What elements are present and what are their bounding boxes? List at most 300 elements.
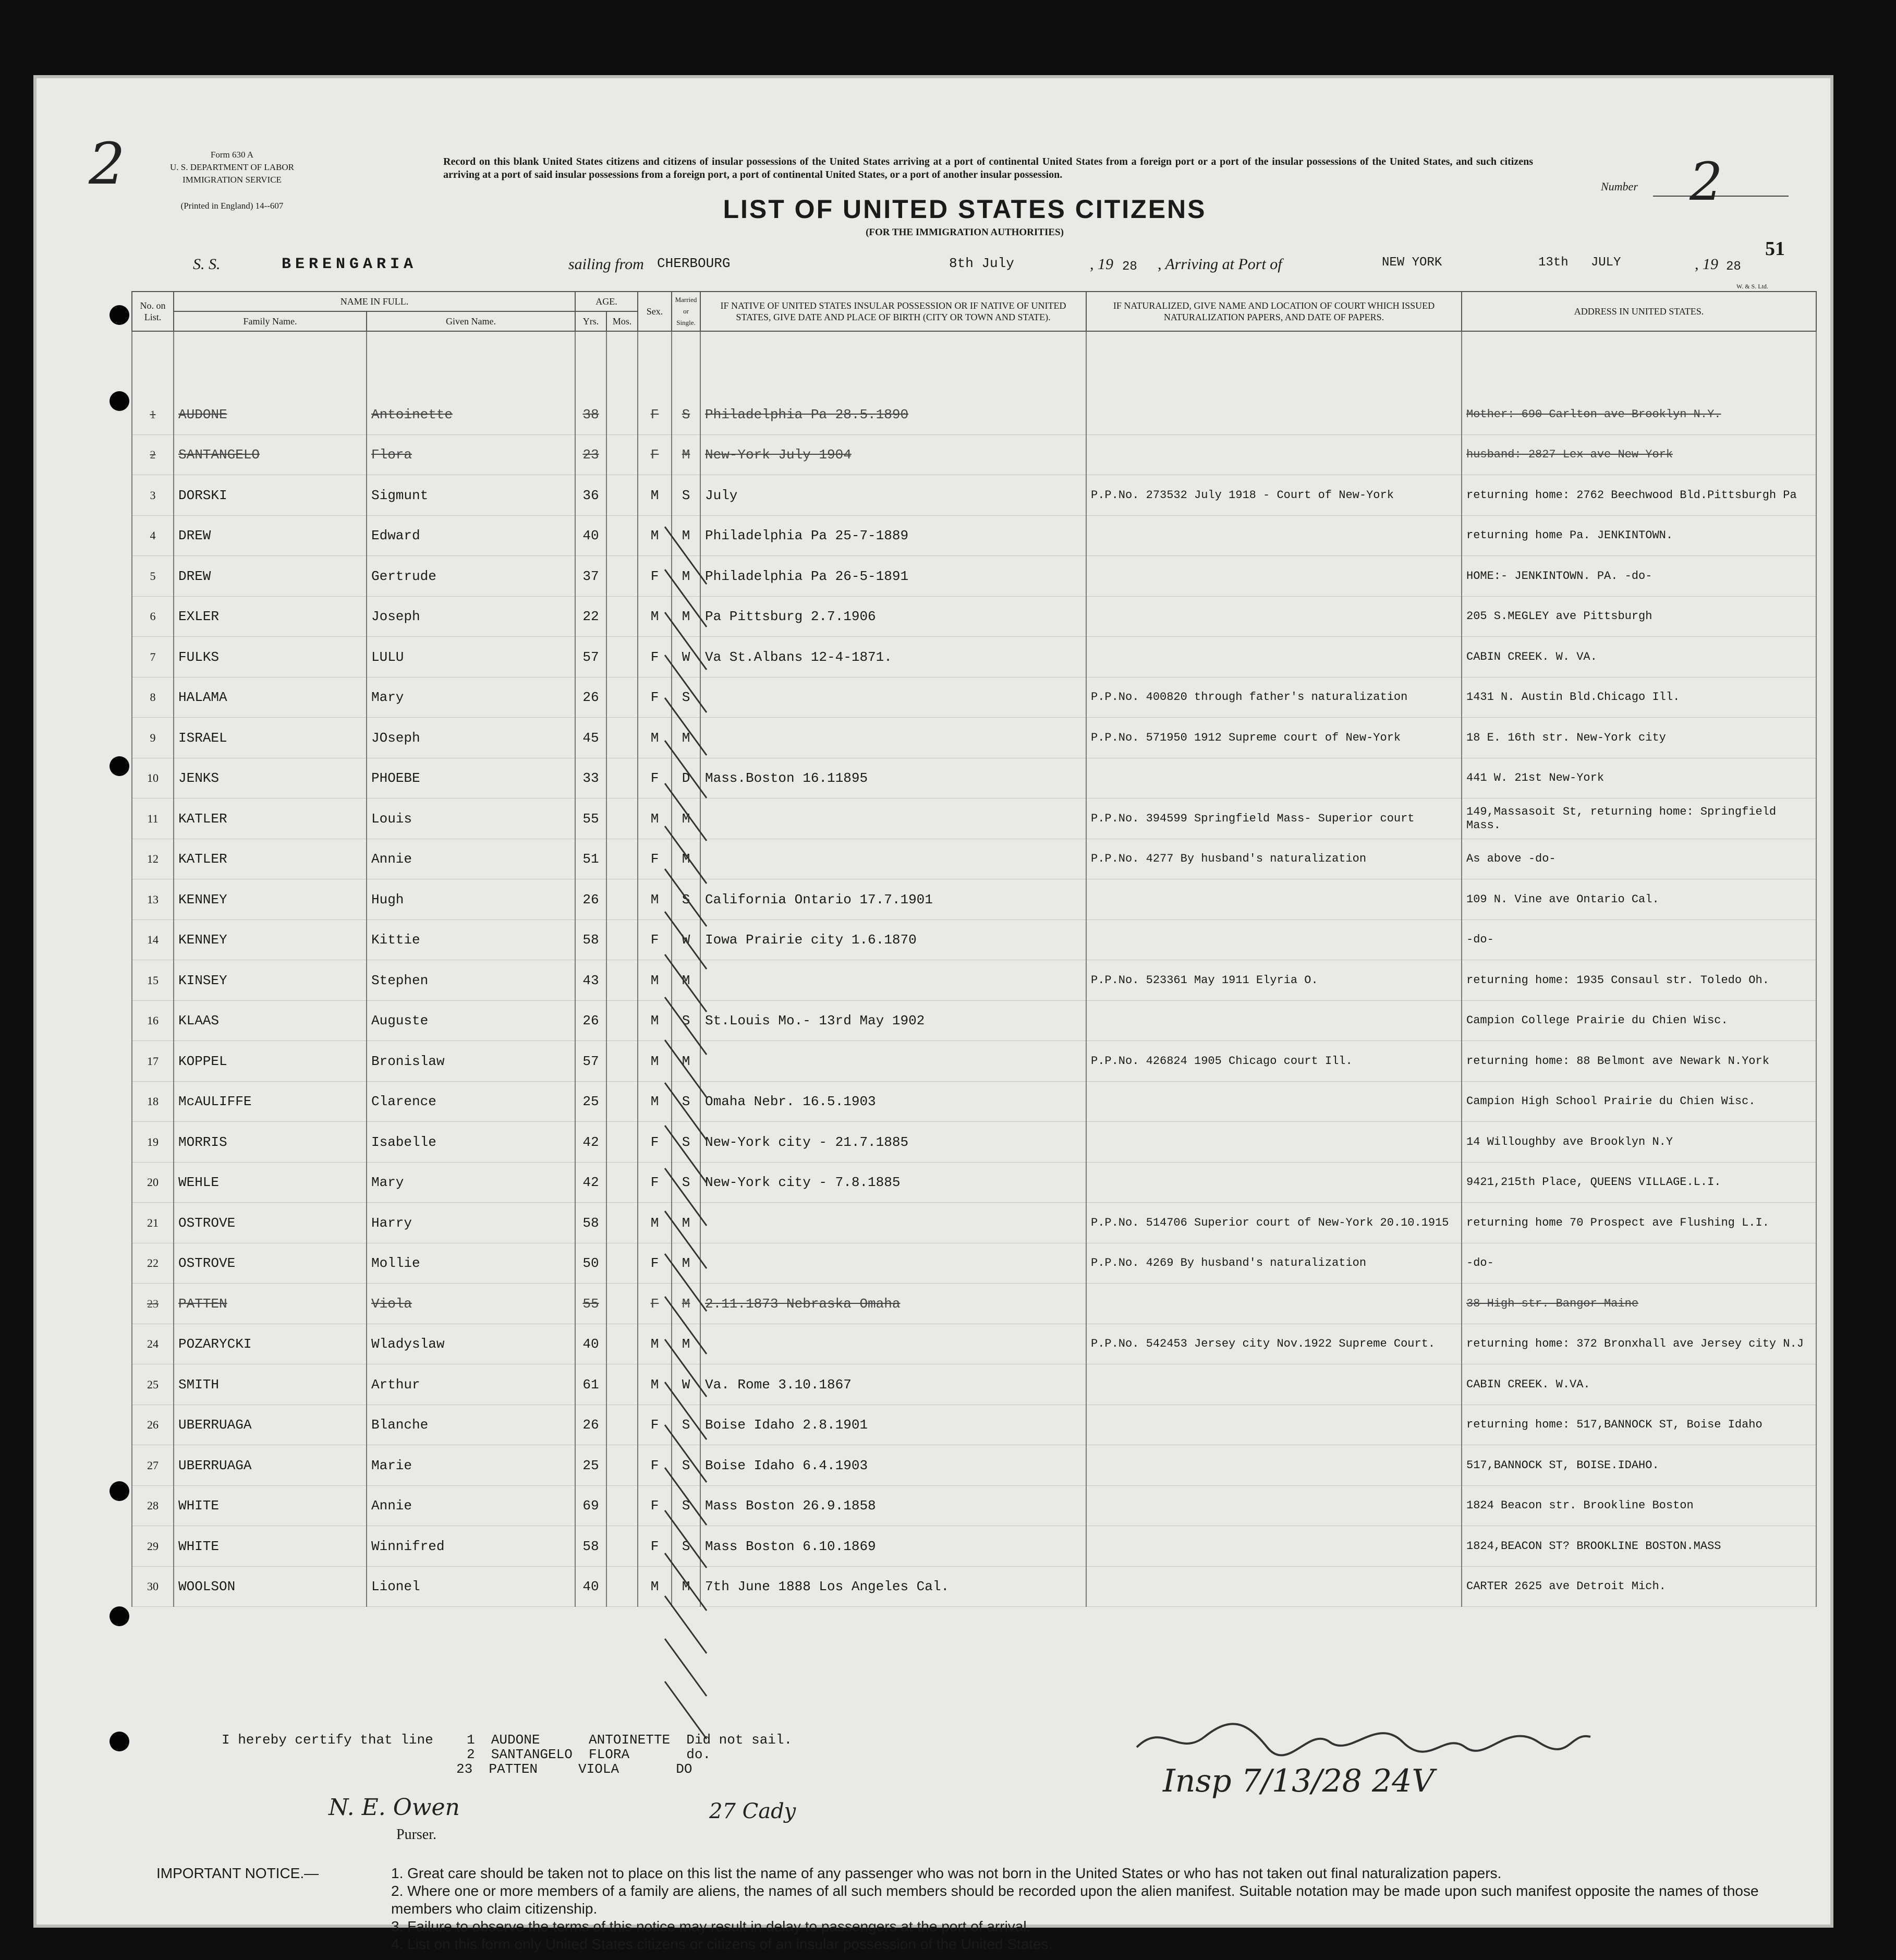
cell-mos bbox=[606, 1445, 638, 1486]
cell-given bbox=[367, 1284, 575, 1324]
cell-addr-text: returning home 70 Prospect ave Flushing L.I. bbox=[1466, 1216, 1769, 1229]
table-row bbox=[132, 960, 1816, 1001]
cell-ms-text: M bbox=[682, 568, 690, 584]
cell-family-text: KATLER bbox=[178, 810, 227, 827]
cell-birth bbox=[700, 677, 1086, 718]
cell-given bbox=[367, 516, 575, 556]
cell-family bbox=[174, 394, 367, 435]
cell-birth-text: 2.11.1873 Nebraska Omaha bbox=[705, 1296, 901, 1312]
cell-sex-text: M bbox=[650, 891, 659, 908]
cell-ms-text: M bbox=[682, 1053, 690, 1069]
cell-mos bbox=[606, 879, 638, 920]
cell-no bbox=[132, 718, 174, 758]
cell-ms bbox=[672, 435, 700, 476]
table-row bbox=[132, 1486, 1816, 1527]
cell-age bbox=[575, 960, 606, 1001]
cell-age-text: 23 bbox=[582, 447, 599, 463]
citizens-table bbox=[131, 291, 1817, 1607]
cell-sex bbox=[638, 1163, 672, 1203]
cell-ms bbox=[672, 839, 700, 880]
cell-age-text: 69 bbox=[582, 1498, 599, 1514]
cell-no bbox=[132, 1243, 174, 1284]
cell-addr-text: 517,BANNOCK ST, BOISE.IDAHO. bbox=[1466, 1458, 1659, 1472]
cell-age-text: 45 bbox=[582, 730, 599, 746]
cell-ms-text: W bbox=[682, 932, 690, 948]
cell-nat-text: P.P.No. 426824 1905 Chicago court Ill. bbox=[1091, 1054, 1353, 1068]
cell-sex-text: F bbox=[650, 447, 659, 463]
cell-sex-text: F bbox=[650, 1457, 659, 1473]
cell-addr bbox=[1462, 1203, 1816, 1243]
cell-family-text: ISRAEL bbox=[178, 730, 227, 746]
table-row bbox=[132, 879, 1816, 920]
cell-age bbox=[575, 1324, 606, 1365]
cell-no bbox=[132, 1284, 174, 1324]
cell-age-text: 42 bbox=[582, 1175, 599, 1191]
cell-given bbox=[367, 1082, 575, 1122]
cell-birth bbox=[700, 879, 1086, 920]
cell-ms bbox=[672, 1041, 700, 1082]
cell-birth bbox=[700, 718, 1086, 758]
cell-ms bbox=[672, 475, 700, 516]
cell-addr-text: -do- bbox=[1466, 1256, 1494, 1270]
cell-nat bbox=[1086, 1486, 1462, 1527]
cell-ms-text: S bbox=[682, 689, 690, 706]
cell-mos bbox=[606, 637, 638, 677]
cell-mos bbox=[606, 758, 638, 799]
cell-birth bbox=[700, 1445, 1086, 1486]
cell-nat bbox=[1086, 920, 1462, 961]
cell-addr bbox=[1462, 435, 1816, 476]
table-row bbox=[132, 1445, 1816, 1486]
cell-no-text: 24 bbox=[147, 1337, 159, 1351]
cell-nat-text: P.P.No. 4277 By husband's naturalization bbox=[1091, 852, 1367, 866]
cell-birth bbox=[700, 1284, 1086, 1324]
col-sex-header: Sex. bbox=[638, 292, 672, 331]
cell-given bbox=[367, 435, 575, 476]
cell-family bbox=[174, 1364, 367, 1405]
cell-addr bbox=[1462, 516, 1816, 556]
cell-birth-text: Omaha Nebr. 16.5.1903 bbox=[705, 1094, 876, 1110]
cell-family bbox=[174, 1405, 367, 1446]
cell-sex-text: F bbox=[650, 770, 659, 787]
cell-addr-text: 205 S.MEGLEY ave Pittsburgh bbox=[1466, 610, 1652, 623]
cell-addr bbox=[1462, 920, 1816, 961]
cell-ms-text: D bbox=[682, 770, 690, 787]
cell-sex bbox=[638, 597, 672, 637]
cell-age bbox=[575, 1284, 606, 1324]
arrive-year: 28 bbox=[1726, 260, 1741, 274]
cell-given bbox=[367, 960, 575, 1001]
cell-addr-text: HOME:- JENKINTOWN. PA. -do- bbox=[1466, 569, 1652, 583]
cell-mos bbox=[606, 1567, 638, 1607]
cell-nat bbox=[1086, 879, 1462, 920]
purser-signature: N. E. Owen bbox=[329, 1794, 460, 1821]
cell-no-text: 5 bbox=[150, 569, 156, 583]
cell-addr-text: 149,Massasoit St, returning home: Springfield Mass. bbox=[1466, 805, 1777, 832]
cell-family-text: KENNEY bbox=[178, 891, 227, 908]
cell-given-text: Hugh bbox=[371, 891, 404, 908]
cell-addr bbox=[1462, 1284, 1816, 1324]
cell-addr bbox=[1462, 879, 1816, 920]
cell-nat bbox=[1086, 556, 1462, 597]
cell-nat bbox=[1086, 1122, 1462, 1163]
cell-no bbox=[132, 960, 174, 1001]
cell-birth-text: Philadelphia Pa 28.5.1890 bbox=[705, 406, 909, 422]
cell-sex-text: F bbox=[650, 851, 659, 867]
cell-family bbox=[174, 960, 367, 1001]
cell-mos bbox=[606, 435, 638, 476]
arriving-label: , Arriving at Port of bbox=[1158, 256, 1282, 273]
cell-sex bbox=[638, 1526, 672, 1567]
cell-ms bbox=[672, 677, 700, 718]
cell-no bbox=[132, 798, 174, 839]
cell-family-text: KINSEY bbox=[178, 972, 227, 988]
cell-age-text: 51 bbox=[582, 851, 599, 867]
cell-given bbox=[367, 1445, 575, 1486]
cell-age bbox=[575, 718, 606, 758]
cell-family bbox=[174, 1001, 367, 1042]
col-name-header: NAME IN FULL. bbox=[174, 292, 575, 311]
cell-ms-text: S bbox=[682, 1538, 690, 1554]
cell-no bbox=[132, 879, 174, 920]
cell-birth bbox=[700, 1405, 1086, 1446]
cell-given-text: Annie bbox=[371, 1498, 412, 1514]
cell-no-text: 9 bbox=[150, 731, 156, 744]
col-naturalized-header: IF NATURALIZED, GIVE NAME AND LOCATION OF COURT WHICH ISSUED NATURALIZATION PAPERS, AND DATE OF PAPERS. bbox=[1086, 292, 1462, 331]
cell-no-text: 29 bbox=[147, 1539, 159, 1553]
cell-family-text: DORSKI bbox=[178, 487, 227, 503]
cell-no-text: 14 bbox=[147, 933, 159, 947]
cell-ms bbox=[672, 1364, 700, 1405]
cell-nat bbox=[1086, 718, 1462, 758]
sailing-label: sailing from bbox=[568, 256, 644, 273]
cell-age-text: 36 bbox=[582, 487, 599, 503]
cell-no-text: 17 bbox=[147, 1054, 159, 1068]
cell-birth bbox=[700, 1203, 1086, 1243]
cell-given bbox=[367, 556, 575, 597]
cell-age-text: 57 bbox=[582, 649, 599, 665]
cell-no bbox=[132, 435, 174, 476]
cell-ms-text: S bbox=[682, 1094, 690, 1110]
cell-birth-text: Philadelphia Pa 26-5-1891 bbox=[705, 568, 909, 584]
cell-birth bbox=[700, 839, 1086, 880]
cell-sex bbox=[638, 1243, 672, 1284]
cell-birth bbox=[700, 1041, 1086, 1082]
cell-mos bbox=[606, 798, 638, 839]
cell-given-text: Mary bbox=[371, 689, 404, 706]
cell-given bbox=[367, 1122, 575, 1163]
cell-age-text: 40 bbox=[582, 1336, 599, 1352]
cell-family bbox=[174, 1567, 367, 1607]
cell-sex-text: F bbox=[650, 1498, 659, 1514]
cell-no bbox=[132, 758, 174, 799]
cell-age bbox=[575, 1364, 606, 1405]
cell-birth-text: Philadelphia Pa 25-7-1889 bbox=[705, 528, 909, 544]
table-row bbox=[132, 1243, 1816, 1284]
cell-no bbox=[132, 1203, 174, 1243]
cell-no-text: 4 bbox=[150, 529, 156, 542]
cell-nat-text: P.P.No. 400820 through father's naturalization bbox=[1091, 691, 1408, 704]
cell-given bbox=[367, 1364, 575, 1405]
cell-birth bbox=[700, 435, 1086, 476]
cell-nat bbox=[1086, 394, 1462, 435]
cell-family-text: WHITE bbox=[178, 1538, 220, 1554]
cell-addr-text: Campion High School Prairie du Chien Wisc. bbox=[1466, 1095, 1756, 1108]
cell-age-text: 55 bbox=[582, 1296, 599, 1312]
cell-sex bbox=[638, 1001, 672, 1042]
cell-ms-text: M bbox=[682, 1296, 690, 1312]
cell-family bbox=[174, 516, 367, 556]
form-number: Form 630 A bbox=[210, 150, 254, 160]
table-row bbox=[132, 1082, 1816, 1122]
cell-ms bbox=[672, 879, 700, 920]
cell-ms bbox=[672, 718, 700, 758]
cell-no bbox=[132, 394, 174, 435]
cell-birth-text: California Ontario 17.7.1901 bbox=[705, 891, 933, 908]
cell-addr bbox=[1462, 758, 1816, 799]
cell-sex-text: M bbox=[650, 810, 659, 827]
cell-ms-text: W bbox=[682, 1376, 690, 1393]
cell-sex-text: M bbox=[650, 487, 659, 503]
cell-ms bbox=[672, 1163, 700, 1203]
cell-addr-text: 38 High str. Bangor Maine bbox=[1466, 1297, 1639, 1310]
cell-birth bbox=[700, 637, 1086, 677]
cell-given bbox=[367, 475, 575, 516]
cell-ms bbox=[672, 920, 700, 961]
cell-addr bbox=[1462, 1324, 1816, 1365]
cell-nat bbox=[1086, 758, 1462, 799]
cell-given bbox=[367, 1163, 575, 1203]
cell-given bbox=[367, 758, 575, 799]
cell-no bbox=[132, 920, 174, 961]
notice-item: 4. List on this form only United States citizens or citizens of an insular possession of the United States. bbox=[391, 1936, 1053, 1952]
cell-age bbox=[575, 394, 606, 435]
cell-age bbox=[575, 1243, 606, 1284]
table-row bbox=[132, 597, 1816, 637]
cell-nat-text: P.P.No. 514706 Superior court of New-York 20.10.1915 bbox=[1091, 1216, 1449, 1229]
cell-sex bbox=[638, 1041, 672, 1082]
cell-nat bbox=[1086, 1445, 1462, 1486]
cell-nat bbox=[1086, 1041, 1462, 1082]
cell-nat bbox=[1086, 637, 1462, 677]
cell-birth bbox=[700, 1526, 1086, 1567]
table-row bbox=[132, 1203, 1816, 1243]
cell-no bbox=[132, 1445, 174, 1486]
cell-sex bbox=[638, 435, 672, 476]
cell-family bbox=[174, 1122, 367, 1163]
page-subtitle: (FOR THE IMMIGRATION AUTHORITIES) bbox=[866, 227, 1064, 238]
certify-lead: I hereby certify that line bbox=[222, 1732, 433, 1748]
cell-mos bbox=[606, 1001, 638, 1042]
cell-sex bbox=[638, 1203, 672, 1243]
cell-family-text: DREW bbox=[178, 528, 211, 544]
cell-age bbox=[575, 637, 606, 677]
cell-sex-text: F bbox=[650, 689, 659, 706]
cell-sex-text: F bbox=[650, 406, 659, 422]
cell-ms bbox=[672, 1567, 700, 1607]
cell-sex-text: F bbox=[650, 1175, 659, 1191]
cell-sex-text: M bbox=[650, 1579, 659, 1595]
depart-day: 8th July bbox=[949, 256, 1014, 271]
cell-birth-text: Boise Idaho 2.8.1901 bbox=[705, 1417, 868, 1433]
cell-given-text: Antoinette bbox=[371, 406, 453, 422]
cell-addr-text: returning home: 517,BANNOCK ST, Boise Idaho bbox=[1466, 1418, 1763, 1432]
cell-ms-text: S bbox=[682, 487, 690, 503]
cell-addr bbox=[1462, 637, 1816, 677]
cell-no-text: 23 bbox=[147, 1297, 159, 1310]
table-row bbox=[132, 1041, 1816, 1082]
cell-age-text: 61 bbox=[582, 1376, 599, 1393]
cell-no-text: 30 bbox=[147, 1580, 159, 1593]
cell-addr bbox=[1462, 1001, 1816, 1042]
cell-age-text: 33 bbox=[582, 770, 599, 787]
cell-mos bbox=[606, 920, 638, 961]
cell-family-text: MORRIS bbox=[178, 1134, 227, 1150]
cell-birth-text: St.Louis Mo.- 13rd May 1902 bbox=[705, 1013, 925, 1029]
cell-given-text: Lionel bbox=[371, 1579, 420, 1595]
cell-ms bbox=[672, 1001, 700, 1042]
page-title: LIST OF UNITED STATES CITIZENS bbox=[723, 195, 1207, 224]
cell-sex-text: M bbox=[650, 1215, 659, 1231]
cell-birth-text: Va St.Albans 12-4-1871. bbox=[705, 649, 892, 665]
cell-birth-text: New-York city - 21.7.1885 bbox=[705, 1134, 909, 1150]
cell-age-text: 37 bbox=[582, 568, 599, 584]
cell-addr bbox=[1462, 556, 1816, 597]
cell-sex-text: M bbox=[650, 609, 659, 625]
table-row bbox=[132, 1284, 1816, 1324]
cell-birth-text: 7th June 1888 Los Angeles Cal. bbox=[705, 1579, 950, 1595]
initials-note: 27 Cady bbox=[709, 1799, 796, 1823]
cell-no bbox=[132, 1163, 174, 1203]
cell-given bbox=[367, 1001, 575, 1042]
cell-family bbox=[174, 475, 367, 516]
cell-family-text: OSTROVE bbox=[178, 1255, 236, 1272]
table-row bbox=[132, 1567, 1816, 1607]
cell-family-text: KENNEY bbox=[178, 932, 227, 948]
punch-hole bbox=[110, 756, 129, 776]
cell-ms-text: M bbox=[682, 609, 690, 625]
cell-addr bbox=[1462, 1364, 1816, 1405]
cell-no bbox=[132, 1082, 174, 1122]
cell-nat bbox=[1086, 839, 1462, 880]
cell-mos bbox=[606, 1163, 638, 1203]
cell-birth bbox=[700, 597, 1086, 637]
cell-nat bbox=[1086, 475, 1462, 516]
cell-no-text: 7 bbox=[150, 650, 156, 663]
cell-given-text: Stephen bbox=[371, 972, 429, 988]
cell-family bbox=[174, 798, 367, 839]
cell-sex-text: M bbox=[650, 972, 659, 988]
cell-birth bbox=[700, 960, 1086, 1001]
cell-given bbox=[367, 637, 575, 677]
col-mos-header: Mos. bbox=[606, 311, 638, 331]
cell-family-text: KATLER bbox=[178, 851, 227, 867]
cell-ms-text: M bbox=[682, 1215, 690, 1231]
cell-ms bbox=[672, 1243, 700, 1284]
col-address-header: ADDRESS IN UNITED STATES. bbox=[1462, 292, 1816, 331]
cell-birth bbox=[700, 1364, 1086, 1405]
table-row bbox=[132, 556, 1816, 597]
cell-no-text: 2 bbox=[150, 448, 156, 462]
cell-sex-text: F bbox=[650, 932, 659, 948]
cell-ms-text: S bbox=[682, 891, 690, 908]
cell-birth-text: Mass Boston 6.10.1869 bbox=[705, 1538, 876, 1554]
cell-age-text: 43 bbox=[582, 972, 599, 988]
cell-birth bbox=[700, 1163, 1086, 1203]
cell-age bbox=[575, 1526, 606, 1567]
cell-birth bbox=[700, 920, 1086, 961]
cell-no bbox=[132, 1324, 174, 1365]
cell-given-text: Arthur bbox=[371, 1376, 420, 1393]
cell-no-text: 6 bbox=[150, 610, 156, 623]
cell-family bbox=[174, 1041, 367, 1082]
cell-addr bbox=[1462, 475, 1816, 516]
cell-ms bbox=[672, 556, 700, 597]
record-instructions: Record on this blank United States citizens and citizens of insular possessions of the United States arriving at a port of continental United States from a foreign port or a port of the insular possessions of the United States, and such citizens arriving at a port of said insular possessions from a foreign port, a port of continental United States, or a port of another insular possession. bbox=[443, 156, 1533, 180]
cell-ms-text: S bbox=[682, 1013, 690, 1029]
col-age-header: AGE. bbox=[575, 292, 638, 311]
manifest-page bbox=[37, 78, 1830, 1952]
cell-nat bbox=[1086, 798, 1462, 839]
cell-family bbox=[174, 1082, 367, 1122]
col-yrs-header: Yrs. bbox=[575, 311, 606, 331]
cell-addr bbox=[1462, 1445, 1816, 1486]
cell-ms-text: M bbox=[682, 810, 690, 827]
cell-nat bbox=[1086, 1405, 1462, 1446]
cell-ms bbox=[672, 960, 700, 1001]
cell-sex bbox=[638, 1324, 672, 1365]
cell-family-text: McAULIFFE bbox=[178, 1094, 252, 1110]
notice-label: IMPORTANT NOTICE.— bbox=[156, 1865, 319, 1881]
cell-ms-text: M bbox=[682, 851, 690, 867]
cell-age-text: 58 bbox=[582, 1215, 599, 1231]
cell-mos bbox=[606, 1041, 638, 1082]
cell-addr-text: 14 Willoughby ave Brooklyn N.Y bbox=[1466, 1135, 1673, 1148]
cell-age-text: 40 bbox=[582, 1579, 599, 1595]
cell-no bbox=[132, 1567, 174, 1607]
table-row bbox=[132, 1001, 1816, 1042]
cell-birth-text: Mass Boston 26.9.1858 bbox=[705, 1498, 876, 1514]
cell-ms bbox=[672, 597, 700, 637]
cell-family-text: KLAAS bbox=[178, 1013, 220, 1029]
punch-hole bbox=[110, 391, 129, 411]
cell-birth bbox=[700, 1122, 1086, 1163]
cell-sex bbox=[638, 1445, 672, 1486]
cell-ms-text: S bbox=[682, 1417, 690, 1433]
cell-given bbox=[367, 1203, 575, 1243]
cell-given-text: Edward bbox=[371, 528, 420, 544]
cell-mos bbox=[606, 960, 638, 1001]
cell-mos bbox=[606, 556, 638, 597]
cell-addr-text: CABIN CREEK. W.VA. bbox=[1466, 1377, 1590, 1391]
cell-no-text: 16 bbox=[147, 1014, 159, 1027]
cell-no bbox=[132, 1001, 174, 1042]
table-row bbox=[132, 1163, 1816, 1203]
cell-no-text: 27 bbox=[147, 1458, 159, 1472]
cell-nat-text: P.P.No. 273532 July 1918 - Court of New-York bbox=[1091, 488, 1394, 502]
cell-nat bbox=[1086, 677, 1462, 718]
cell-given-text: Kittie bbox=[371, 932, 420, 948]
cell-family-text: KOPPEL bbox=[178, 1053, 227, 1069]
certify-line-1: 1 AUDONE ANTOINETTE Did not sail. bbox=[467, 1732, 793, 1748]
notice-item: 2. Where one or more members of a family are aliens, the names of all such members should be recorded upon the alien manifest. Suitable notation may be made upon such manifest opposite the names of those members who claim citizenship. bbox=[391, 1883, 1759, 1917]
cell-family bbox=[174, 435, 367, 476]
cell-birth-text: Pa Pittsburg 2.7.1906 bbox=[705, 609, 876, 625]
cell-sex-text: F bbox=[650, 1538, 659, 1554]
cell-ms-text: M bbox=[682, 972, 690, 988]
cell-sex bbox=[638, 960, 672, 1001]
port-from: CHERBOURG bbox=[657, 256, 731, 271]
